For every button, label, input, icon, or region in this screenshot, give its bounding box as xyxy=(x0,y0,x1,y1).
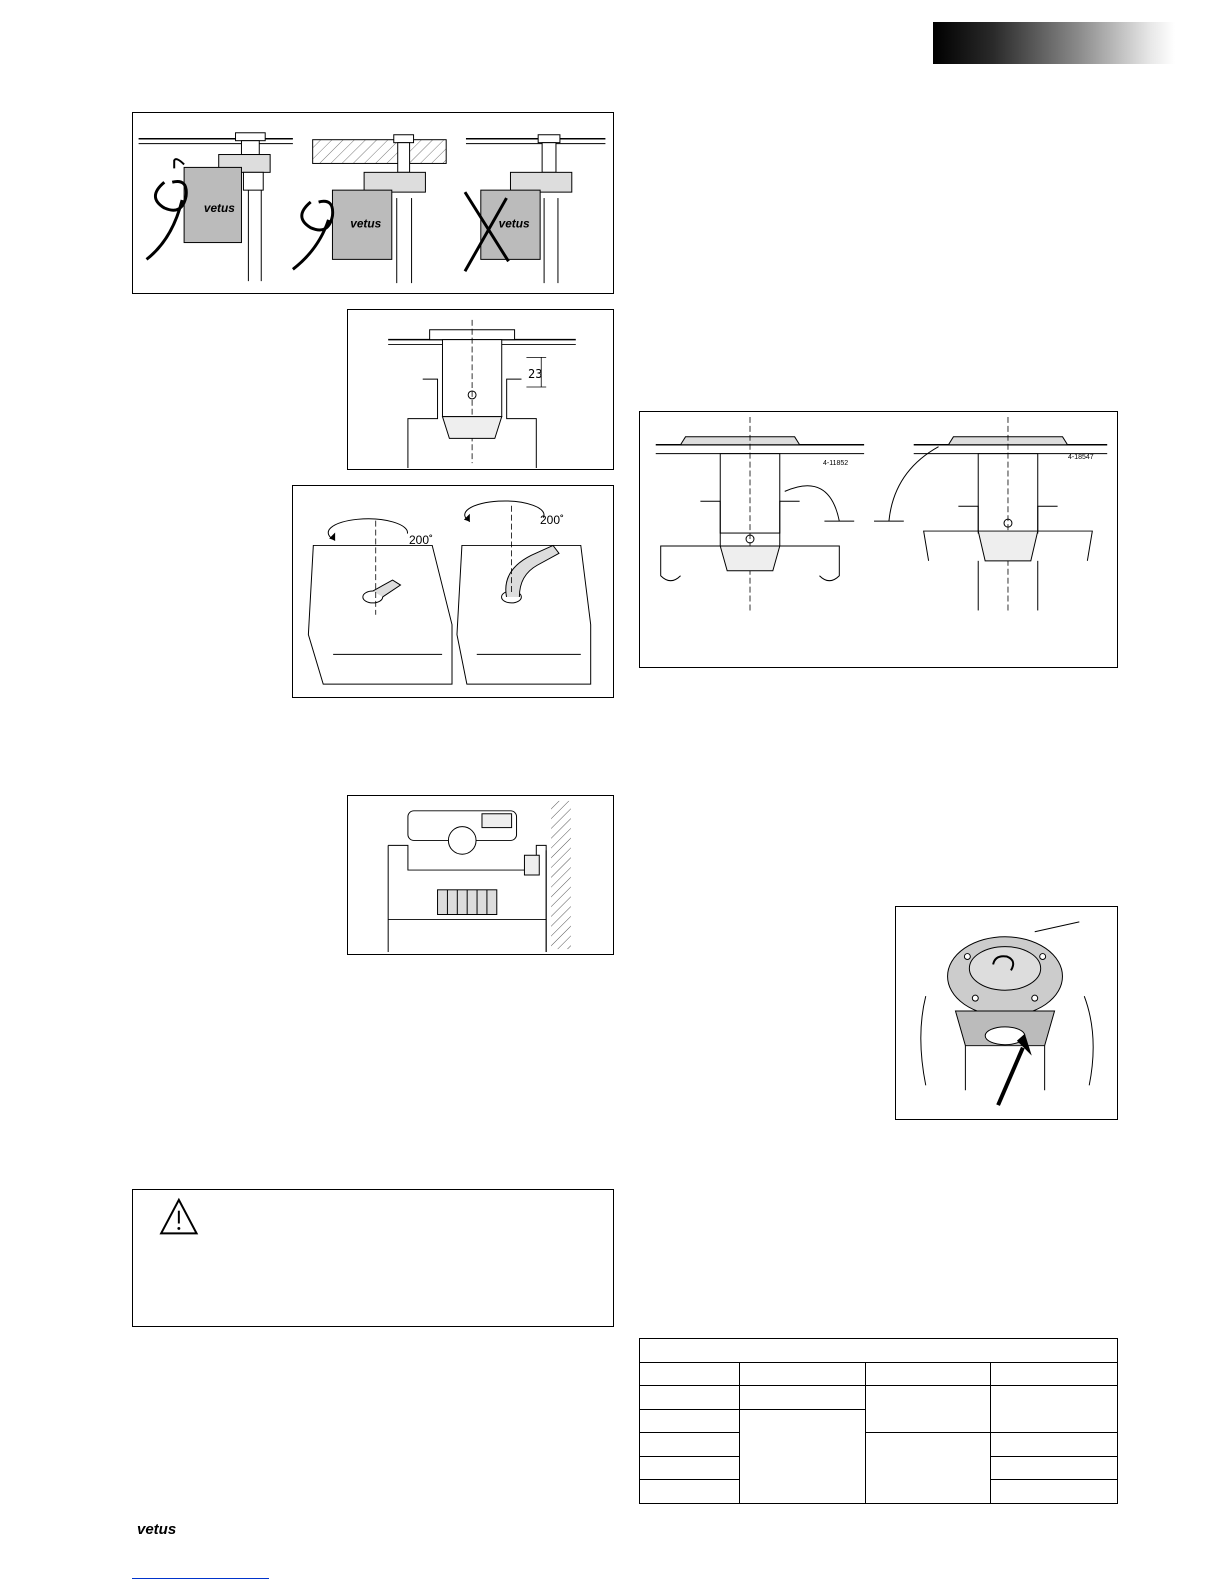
table-row xyxy=(640,1386,1118,1410)
table-cell xyxy=(991,1456,1118,1480)
table-cell xyxy=(865,1386,991,1433)
table-column-header xyxy=(640,1362,740,1386)
figure-bracket xyxy=(347,795,614,955)
vetus-brand-2: vetus xyxy=(350,216,382,231)
table-cell xyxy=(739,1409,865,1503)
section-tab-gradient xyxy=(933,22,1175,64)
spec-table xyxy=(639,1338,1118,1504)
drawing-code-left: 4-11852 xyxy=(823,460,849,467)
rotation-angle-left: 200˚ xyxy=(409,533,434,547)
table-column-header xyxy=(991,1362,1118,1386)
drawing-code-right: 4-18547 xyxy=(1068,454,1094,461)
figure-rotation xyxy=(292,485,614,698)
table-column-header xyxy=(739,1362,865,1386)
figure-install-positions xyxy=(132,112,614,294)
table-row xyxy=(640,1433,1118,1457)
table-cell xyxy=(739,1386,865,1410)
table-cell xyxy=(991,1480,1118,1504)
figure-flange-arrow xyxy=(895,906,1118,1120)
vetus-logo: vetus xyxy=(137,1521,177,1538)
table-header-row xyxy=(640,1339,1118,1363)
dimension-label: 23 xyxy=(528,367,543,381)
table-cell xyxy=(991,1386,1118,1433)
vetus-brand-3: vetus xyxy=(498,216,530,231)
table-cell xyxy=(865,1433,991,1504)
table-cell xyxy=(640,1386,740,1410)
rotation-angle-right: 200˚ xyxy=(540,513,565,527)
warning-box xyxy=(132,1189,614,1327)
vetus-brand-1: vetus xyxy=(203,200,235,215)
table-cell xyxy=(640,1480,740,1504)
table-column-row xyxy=(640,1362,1118,1386)
table-cell xyxy=(640,1456,740,1480)
warning-triangle-icon xyxy=(161,1200,196,1234)
install-panel-1 xyxy=(139,133,293,281)
install-panel-3 xyxy=(465,135,605,283)
install-panel-2 xyxy=(293,135,446,283)
table-cell xyxy=(991,1433,1118,1457)
table-cell xyxy=(640,1433,740,1457)
figure-grounding xyxy=(639,411,1118,668)
figure-dimension xyxy=(347,309,614,470)
table-cell xyxy=(640,1409,740,1433)
table-header xyxy=(640,1339,1118,1363)
table-column-header xyxy=(865,1362,991,1386)
footer-link-underline xyxy=(132,1578,269,1579)
